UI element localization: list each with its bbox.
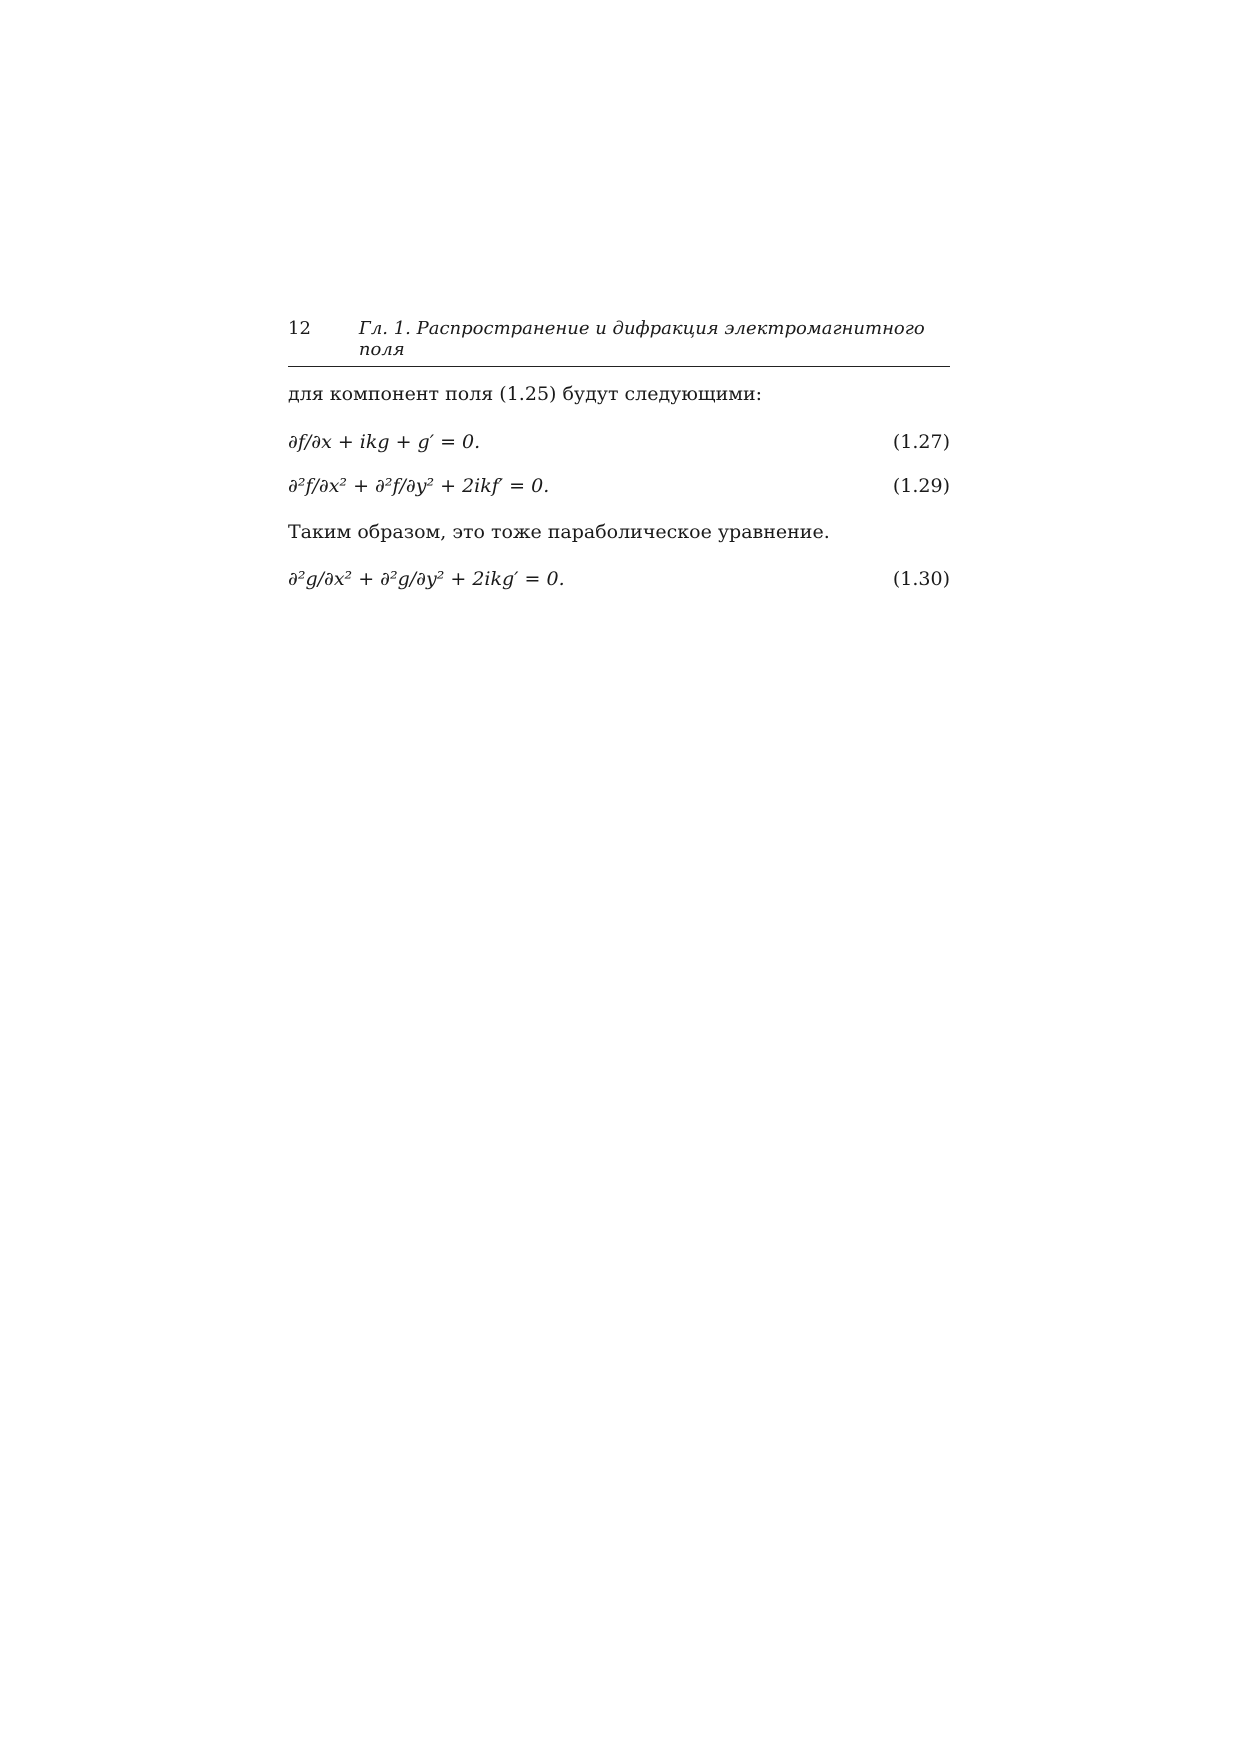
equation-1-27: ∂f/∂x + ikg + g′ = 0. (1.27): [288, 430, 950, 453]
equation-1-29: ∂²f/∂x² + ∂²f/∂y² + 2ikf′ = 0. (1.29): [288, 474, 950, 497]
page-header: [288, 318, 950, 367]
document-page: [288, 318, 950, 612]
page-number: 12: [288, 318, 311, 339]
closing-paragraph: Таким образом, это тоже параболическое уравнение.: [288, 520, 830, 543]
chapter-title: Гл. 1. Распространение и дифракция электромагнитного поля: [358, 318, 925, 360]
intro-paragraph: для компонент поля (1.25) будут следующими:: [288, 383, 763, 405]
equation-1-30: ∂²g/∂x² + ∂²g/∂y² + 2ikg′ = 0. (1.30): [288, 568, 950, 591]
